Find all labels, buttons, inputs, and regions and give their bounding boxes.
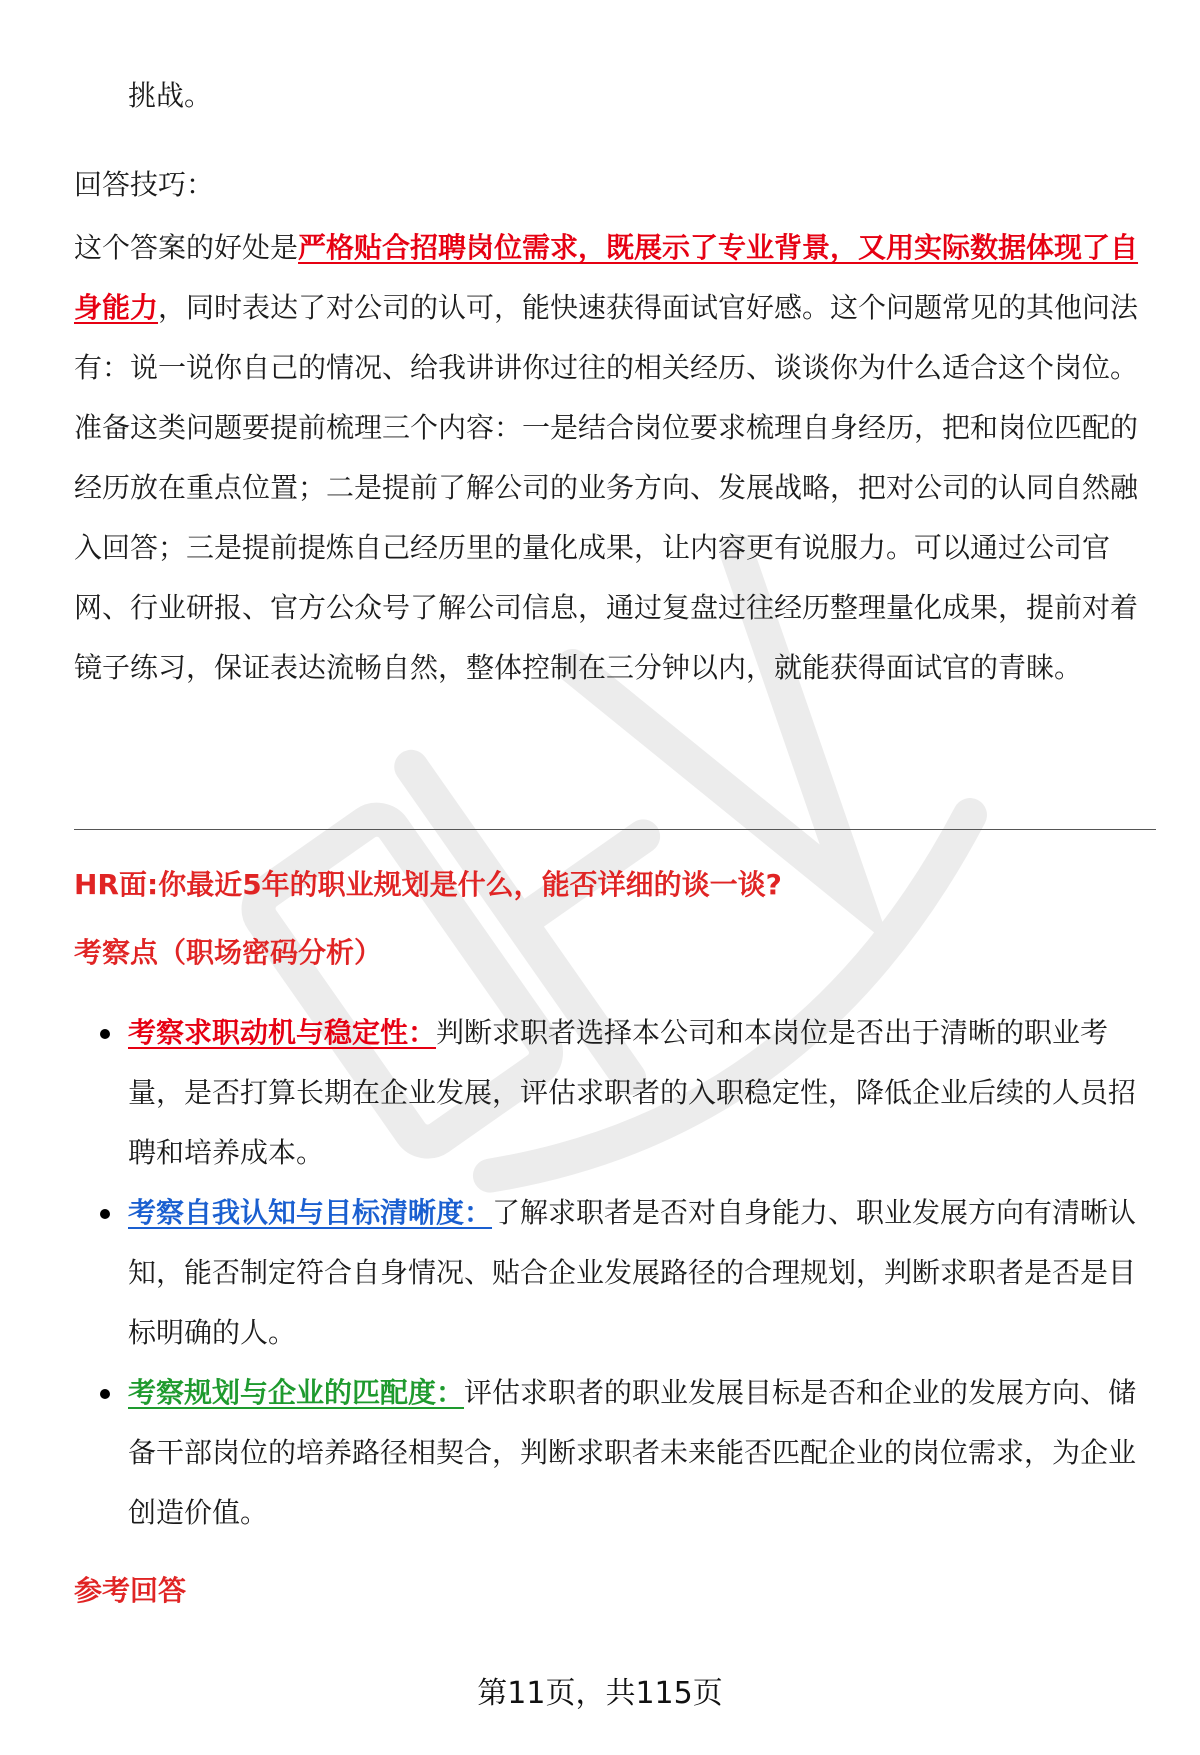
- bullet-dot: [100, 1209, 110, 1219]
- tips-paragraph: [74, 218, 1146, 698]
- point-text: 评估求职者的职业发展目标是否和企业的发展方向、储备干部岗位的培养路径相契合，判断求职者未来能否匹配企业的岗位需求，为企业创造价值。: [128, 1376, 1137, 1529]
- tips-body: ，同时表达了对公司的认可，能快速获得面试官好感。这个问题常见的其他问法有：说一说你自己的情况、给我讲讲你过往的相关经历、谈谈你为什么适合这个岗位。准备这类问题要提前梳理三个内容：一是结合岗位要求梳理自身经历，把和岗位匹配的经历放在重点位置；二是提前了解公司的业务方向、发展战略，把对公司的认同自然融入回答；三是提前提炼自己经历里的量化成果，让内容更有说服力。可以通过公司官网、行业研报、官方公众号了解公司信息，通过复盘过往经历整理量化成果，提前对着镜子练习，保证表达流畅自然，整体控制在三分钟以内，就能获得面试官的青睐。: [74, 291, 1139, 684]
- tips-label: 回答技巧：: [74, 168, 215, 201]
- point-key: 考察自我认知与目标清晰度：: [128, 1196, 493, 1229]
- analysis-point: [74, 1003, 1146, 1183]
- analysis-point: [74, 1363, 1146, 1543]
- intro-line: 挑战。: [128, 79, 213, 112]
- page-number: 第11页，共115页: [477, 1676, 723, 1711]
- point-text: 判断求职者选择本公司和本岗位是否出于清晰的职业考量，是否打算长期在企业发展，评估求职者的入职稳定性，降低企业后续的人员招聘和培养成本。: [128, 1016, 1137, 1169]
- analysis-title: 考察点（职场密码分析）: [74, 936, 383, 969]
- tips-highlight: 严格贴合招聘岗位需求，既展示了专业背景，又用实际数据体现了自身能力: [74, 231, 1139, 324]
- answer-title: 参考回答: [74, 1574, 187, 1607]
- analysis-list: [74, 1003, 1146, 1543]
- point-key: 考察求职动机与稳定性：: [128, 1016, 437, 1049]
- point-text: 了解求职者是否对自身能力、职业发展方向有清晰认知，能否制定符合自身情况、贴合企业发展路径的合理规划，判断求职者是否是目标明确的人。: [128, 1196, 1137, 1349]
- point-key: 考察规划与企业的匹配度：: [128, 1376, 465, 1409]
- section-divider: [74, 829, 1156, 830]
- analysis-point: [74, 1183, 1146, 1363]
- question-title: HR面:你最近5年的职业规划是什么，能否详细的谈一谈?: [74, 868, 782, 901]
- bullet-dot: [100, 1389, 110, 1399]
- tips-lead: 这个答案的好处是: [74, 231, 299, 264]
- bullet-dot: [100, 1029, 110, 1039]
